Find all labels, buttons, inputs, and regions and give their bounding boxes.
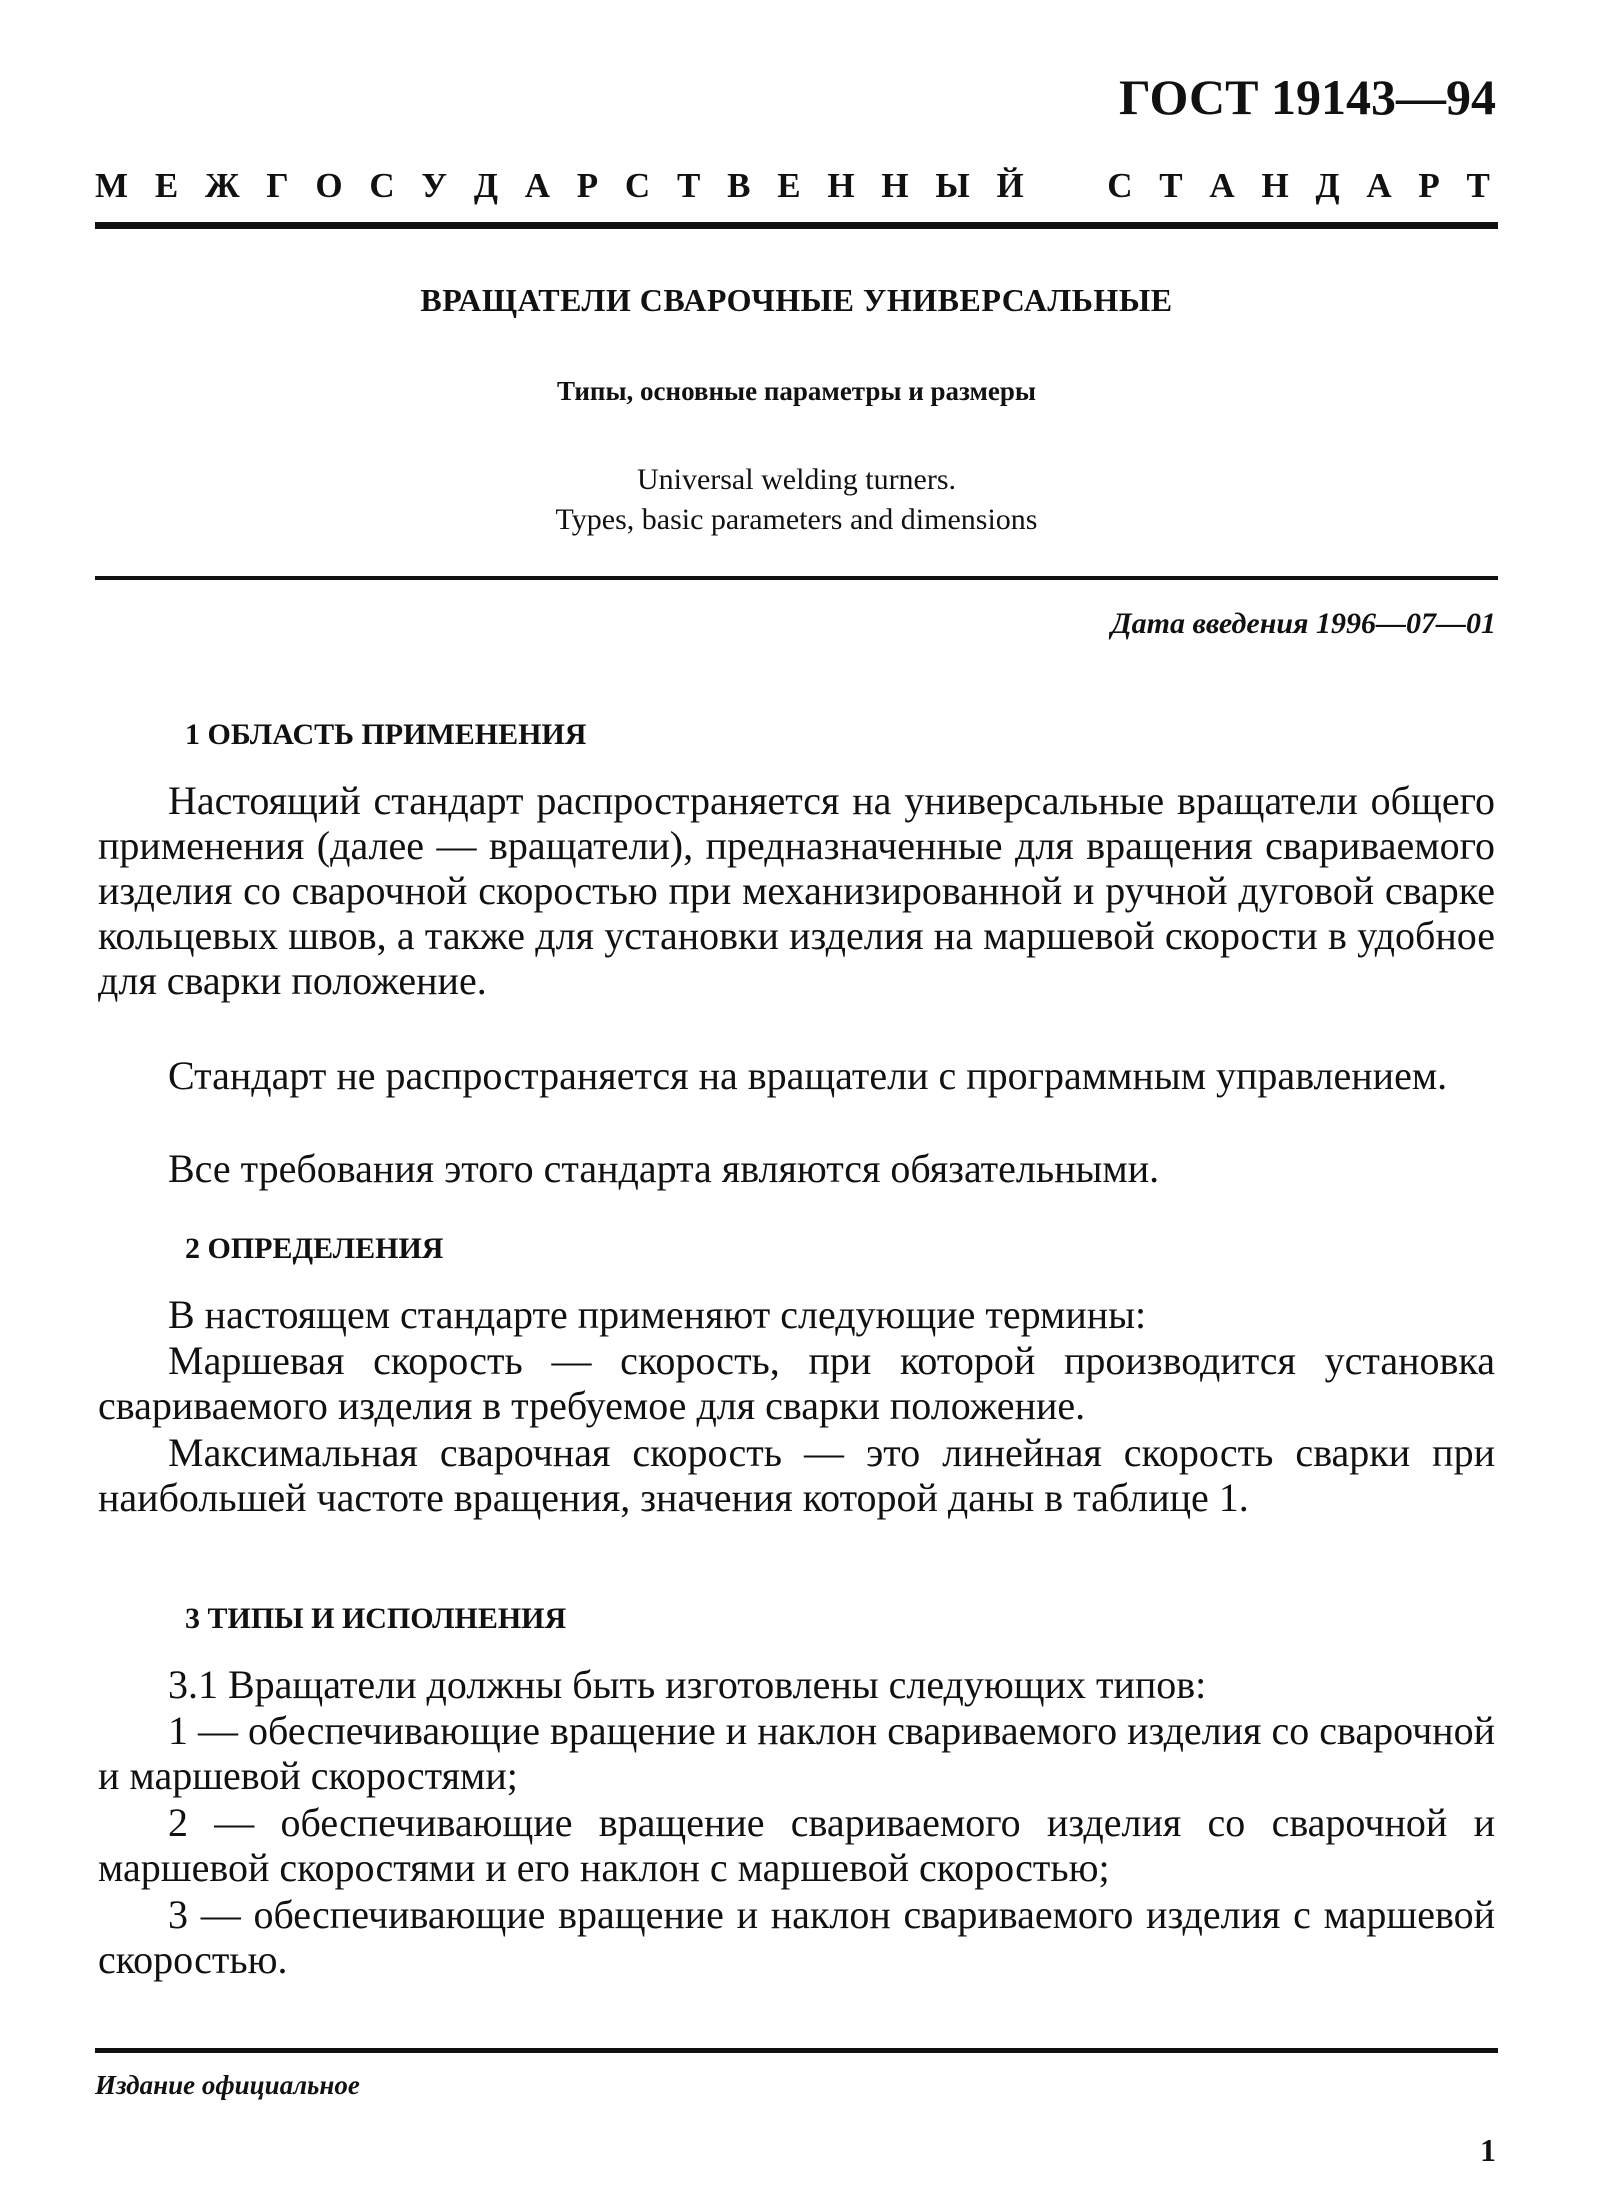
- english-title-line: Universal welding turners.: [636, 463, 957, 496]
- standard-type-letter: Н: [827, 166, 855, 205]
- standard-type-letter: Т: [1159, 166, 1183, 205]
- paragraph: 1 — обеспечивающие вращение и наклон свариваемого изделия со сварочной и маршевой скоростями;: [98, 1708, 1495, 1798]
- standard-type-letter: Е: [777, 166, 801, 205]
- standard-type-letter: Н: [1261, 166, 1289, 205]
- paragraph: Стандарт не распространяется на вращатели с программным управлением.: [168, 1053, 1448, 1098]
- standard-type-letter: Р: [576, 166, 599, 205]
- standard-type-letter: С: [369, 166, 395, 205]
- document-title: ВРАЩАТЕЛИ СВАРОЧНЫЕ УНИВЕРСАЛЬНЫЕ: [420, 282, 1173, 318]
- standard-type-letter: Е: [154, 166, 179, 205]
- english-title-line: Types, basic parameters and dimensions: [555, 503, 1038, 536]
- standard-type-letter: С: [624, 166, 651, 205]
- english-title: [95, 460, 1498, 540]
- standard-type-letter: Р: [1418, 166, 1440, 205]
- standard-type-letter: У: [421, 166, 448, 205]
- paragraph: Настоящий стандарт распространяется на универсальные вращатели общего применения (далее — вращатели), предназначенные для вращения свариваемого изделия со сварочной скоростью при механизированной и ручной дуговой сварке кольцевых швов, а также для установки изделия на маршевой скорости в удобное для сварки положение.: [98, 778, 1495, 1003]
- footer-divider: [95, 2048, 1498, 2053]
- introduction-date: Дата введения 1996—07—01: [1111, 607, 1496, 640]
- gost-number: ГОСТ 19143—94: [1118, 69, 1496, 125]
- paragraph: Маршевая скорость — скорость, при которой производится установка свариваемого изделия в требуемое для сварки положение.: [98, 1338, 1495, 1428]
- paragraph: В настоящем стандарте применяют следующие термины:: [168, 1292, 1147, 1337]
- edition-note: Издание официальное: [95, 2070, 360, 2100]
- document-subtitle: Типы, основные параметры и размеры: [557, 376, 1036, 406]
- standard-type-letter: М: [95, 166, 129, 205]
- paragraph: 3.1 Вращатели должны быть изготовлены следующих типов:: [168, 1662, 1207, 1707]
- standard-type-letter: С: [1107, 166, 1133, 205]
- standard-type-letter: Ы: [935, 166, 970, 205]
- standard-type-letter: Й: [996, 166, 1024, 205]
- page-number: 1: [1480, 2132, 1496, 2168]
- standard-type-letter: А: [1209, 166, 1235, 205]
- standard-type-letter: Д: [1315, 166, 1340, 205]
- standard-type-letter: Ж: [204, 166, 240, 205]
- section-heading: 2 ОПРЕДЕЛЕНИЯ: [185, 1232, 444, 1265]
- section-heading: 3 ТИПЫ И ИСПОЛНЕНИЯ: [185, 1602, 567, 1635]
- standard-type-letter: [1050, 166, 1080, 206]
- standard-type-letter: А: [1366, 166, 1392, 205]
- header-divider: [95, 222, 1498, 229]
- standard-type-letter: В: [727, 166, 751, 205]
- title-divider: [95, 576, 1498, 580]
- standard-type-heading: [95, 166, 1490, 206]
- standard-type-letter: Т: [676, 166, 701, 205]
- paragraph: 3 — обеспечивающие вращение и наклон свариваемого изделия с маршевой скоростью.: [98, 1892, 1495, 1982]
- paragraph: Максимальная сварочная скорость — это линейная скорость сварки при наибольшей частоте вращения, значения которой даны в таблице 1.: [98, 1430, 1495, 1520]
- standard-type-letter: О: [315, 166, 343, 205]
- paragraph: 2 — обеспечивающие вращение свариваемого изделия со сварочной и маршевой скоростями и его наклон с маршевой скоростью;: [98, 1800, 1495, 1890]
- standard-type-letter: А: [524, 166, 550, 205]
- section-heading: 1 ОБЛАСТЬ ПРИМЕНЕНИЯ: [185, 718, 587, 751]
- standard-type-letter: Г: [266, 166, 289, 205]
- paragraph: Все требования этого стандарта являются обязательными.: [168, 1146, 1160, 1191]
- standard-type-letter: Д: [473, 166, 498, 205]
- standard-type-letter: Т: [1466, 166, 1490, 205]
- standard-type-letter: Н: [881, 166, 909, 205]
